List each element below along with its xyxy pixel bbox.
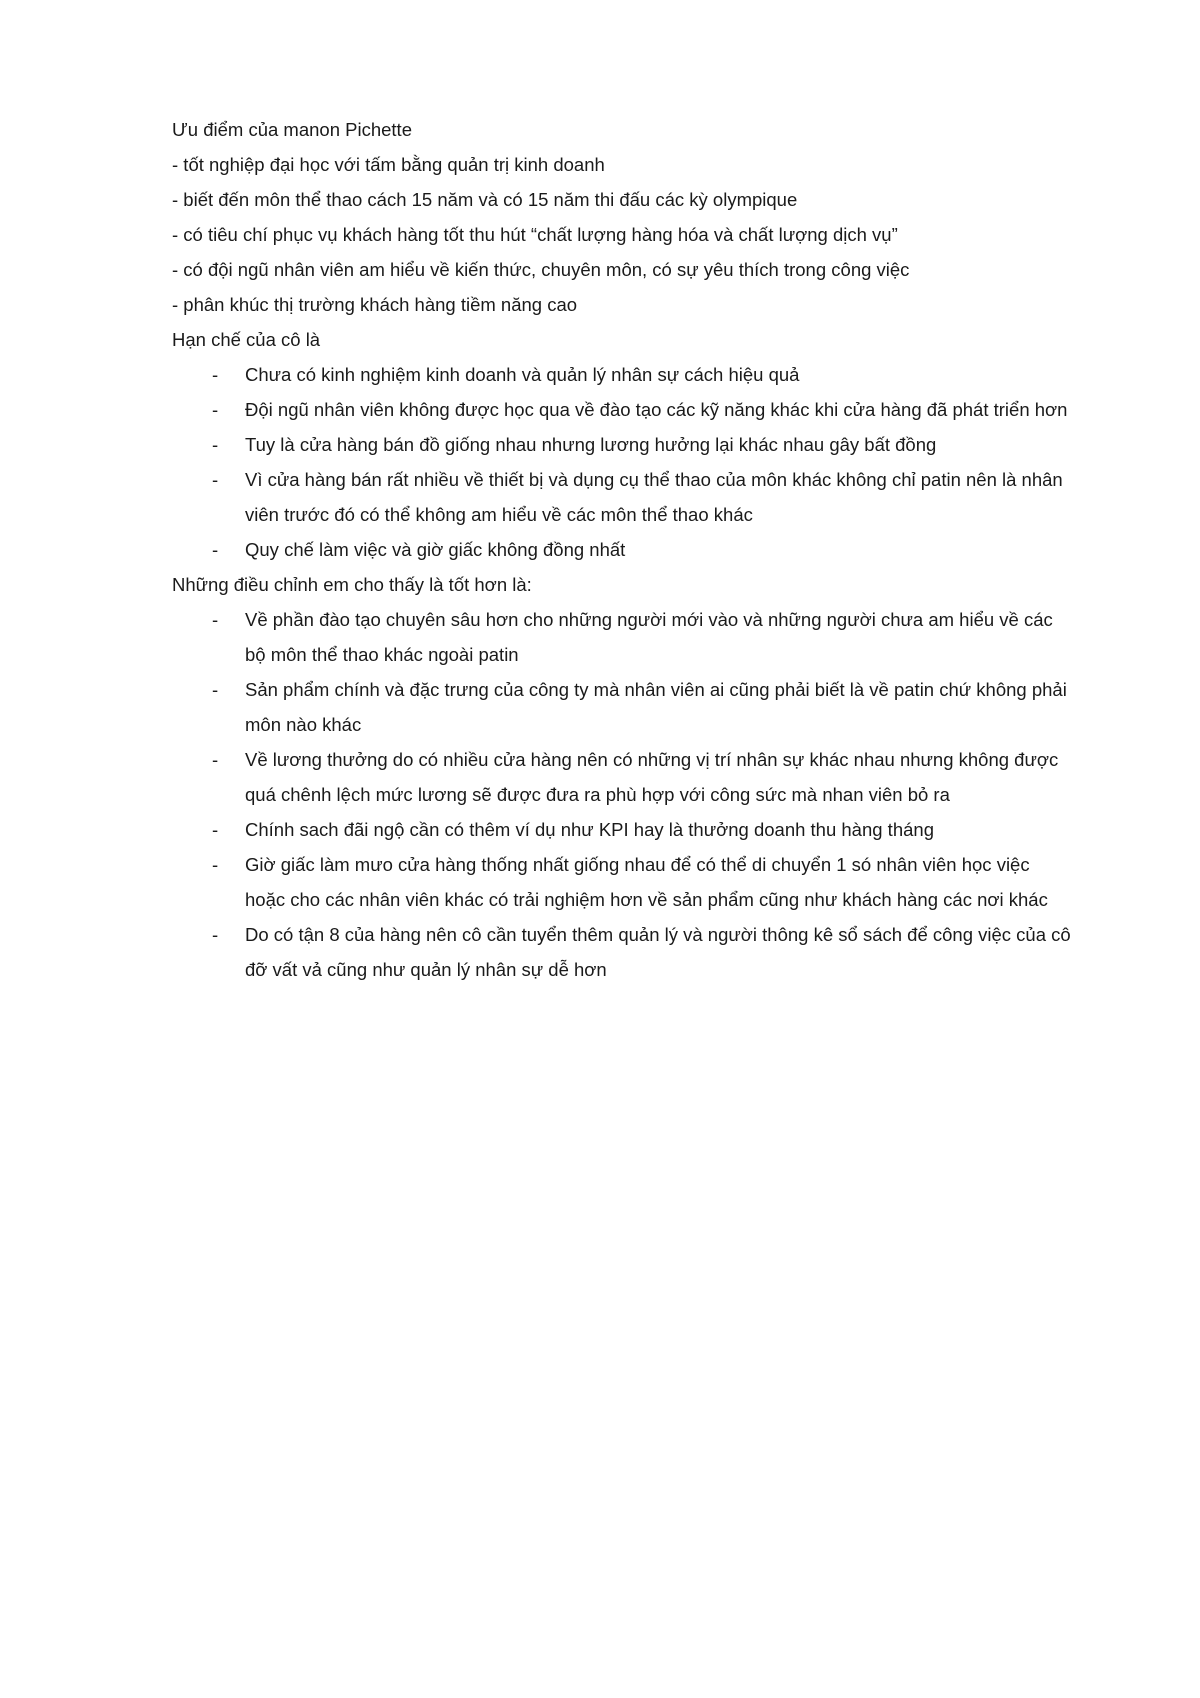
strength-item: - có đội ngũ nhân viên am hiểu về kiến thức, chuyên môn, có sự yêu thích trong công việc (172, 259, 910, 280)
list-item (172, 462, 1072, 532)
list-dash: - (212, 434, 219, 455)
list-item (172, 742, 1072, 812)
list-dash: - (212, 609, 219, 630)
list-item-text: Tuy là cửa hàng bán đồ giống nhau nhưng lương hưởng lại khác nhau gây bất đồng (245, 434, 937, 455)
strength-item: - biết đến môn thể thao cách 15 năm và có 15 năm thi đấu các kỳ olympique (172, 189, 798, 210)
list-item (172, 427, 1072, 462)
list-dash: - (212, 469, 219, 490)
list-item-text: Chính sach đãi ngộ cần có thêm ví dụ như KPI hay là thưởng doanh thu hàng tháng (245, 819, 934, 840)
list-dash: - (212, 819, 219, 840)
list-dash: - (212, 539, 219, 560)
list-item-text: Vì cửa hàng bán rất nhiều về thiết bị và dụng cụ thể thao của môn khác không chỉ patin nên là nhân viên trước đó có thể không am hiểu về các môn thể thao khác (245, 469, 1063, 525)
limits-list (172, 357, 1072, 567)
adjustments-heading: Những điều chỉnh em cho thấy là tốt hơn là: (172, 574, 532, 595)
list-item-text: Về lương thưởng do có nhiều cửa hàng nên có những vị trí nhân sự khác nhau nhưng không được quá chênh lệch mức lương sẽ được đưa ra phù hợp với công sức mà nhan viên bỏ ra (245, 749, 1059, 805)
list-dash: - (212, 399, 219, 420)
list-item (172, 847, 1072, 917)
list-dash: - (212, 854, 219, 875)
list-item-text: Quy chế làm việc và giờ giấc không đồng nhất (245, 539, 626, 560)
list-item-text: Về phần đào tạo chuyên sâu hơn cho những người mới vào và những người chưa am hiểu về các bộ môn thể thao khác ngoài patin (245, 609, 1053, 665)
strengths-heading: Ưu điểm của manon Pichette (172, 119, 412, 140)
list-item-text: Sản phẩm chính và đặc trưng của công ty mà nhân viên ai cũng phải biết là về patin chứ không phải môn nào khác (245, 679, 1067, 735)
list-item (172, 672, 1072, 742)
list-item-text: Do có tận 8 của hàng nên cô cần tuyển thêm quản lý và người thông kê sổ sách để công việc của cô đỡ vất vả cũng như quản lý nhân sự dễ hơn (245, 924, 1071, 980)
list-item (172, 357, 1072, 392)
list-dash: - (212, 749, 219, 770)
list-item (172, 532, 1072, 567)
document-body (172, 112, 1072, 987)
adjustments-list (172, 602, 1072, 987)
list-item (172, 917, 1072, 987)
list-dash: - (212, 364, 219, 385)
list-item-text: Chưa có kinh nghiệm kinh doanh và quản lý nhân sự cách hiệu quả (245, 364, 800, 385)
limits-heading: Hạn chế của cô là (172, 329, 321, 350)
list-item (172, 392, 1072, 427)
list-item-text: Giờ giấc làm mưo cửa hàng thống nhất giống nhau để có thể di chuyển 1 só nhân viên học việc hoặc cho các nhân viên khác có trải nghiệm hơn về sản phẩm cũng như khách hàng các nơi khác (245, 854, 1048, 910)
list-item (172, 602, 1072, 672)
list-dash: - (212, 924, 219, 945)
strength-item: - phân khúc thị trường khách hàng tiềm năng cao (172, 294, 578, 315)
list-item-text: Đội ngũ nhân viên không được học qua về đào tạo các kỹ năng khác khi cửa hàng đã phát triển hơn (245, 399, 1068, 420)
strength-item: - tốt nghiệp đại học với tấm bằng quản trị kinh doanh (172, 154, 605, 175)
list-dash: - (212, 679, 219, 700)
strength-item: - có tiêu chí phục vụ khách hàng tốt thu hút “chất lượng hàng hóa và chất lượng dịch vụ” (172, 224, 898, 245)
list-item (172, 812, 1072, 847)
